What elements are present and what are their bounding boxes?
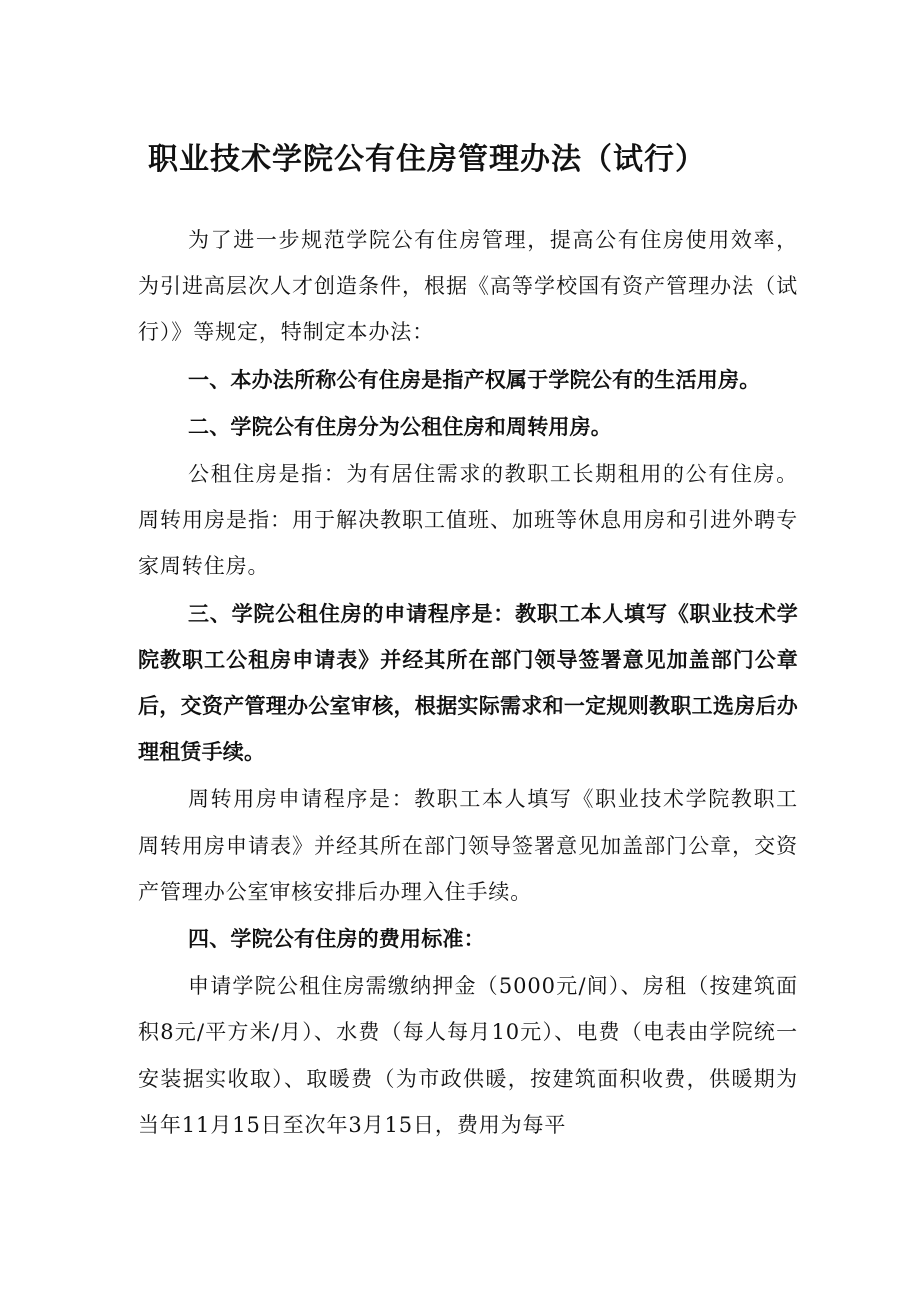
clause-2-heading: 二、学院公有住房分为公租住房和周转用房。 (188, 414, 612, 439)
clause-4-heading: 四、学院公有住房的费用标准： (188, 927, 485, 952)
paragraph-housing-definitions: 公租住房是指：为有居住需求的教职工长期租用的公有住房。周转用房是指：用于解决教职工值班、加班等休息用房和引进外聘专家周转住房。 (138, 462, 798, 579)
paragraph-turnover-procedure: 周转用房申请程序是：教职工本人填写《职业技术学院教职工周转用房申请表》并经其所在部门领导签署意见加盖部门公章，交资产管理办公室审核安排后办理入住手续。 (138, 787, 798, 904)
document-body (138, 217, 798, 1149)
paragraph-fee-standards: 申请学院公租住房需缴纳押金（5000元/间）、房租（按建筑面积8元/平方米/月）、水费（每人每月10元）、电费（电表由学院统一安装据实收取）、取暖费（为市政供暖，按建筑面积收费，供暖期为当年11月15日至次年3月15日，费用为每平 (138, 974, 798, 1137)
paragraph-intro: 为了进一步规范学院公有住房管理，提高公有住房使用效率，为引进高层次人才创造条件，根据《高等学校国有资产管理办法（试行）》等规定，特制定本办法： (138, 228, 798, 345)
clause-3-heading: 三、学院公租住房的申请程序是：教职工本人填写《职业技术学院教职工公租房申请表》并经其所在部门领导签署意见加盖部门公章后，交资产管理办公室审核，根据实际需求和一定规则教职工选房后办理租赁手续。 (138, 601, 798, 765)
document-title: 职业技术学院公有住房管理办法（试行） (148, 142, 706, 177)
clause-1-heading: 一、本办法所称公有住房是指产权属于学院公有的生活用房。 (188, 367, 761, 392)
